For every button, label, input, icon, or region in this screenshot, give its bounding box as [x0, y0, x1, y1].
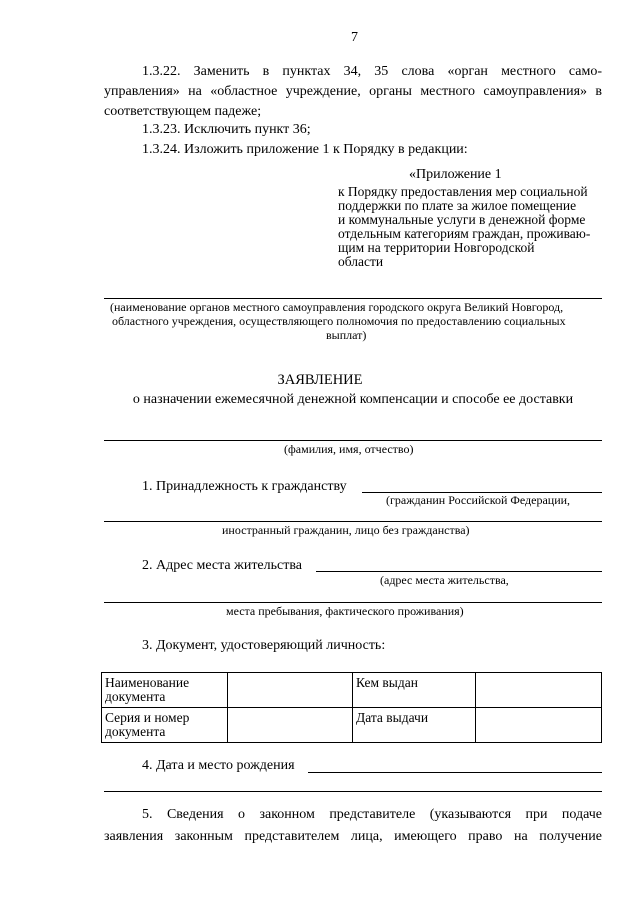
table-row	[102, 673, 602, 708]
issued-by-value[interactable]	[476, 673, 602, 708]
fio-field[interactable]	[104, 440, 602, 441]
address-caption2: места пребывания, фактического проживания)	[226, 604, 464, 618]
item-1-3-22-line3: соответствующем падеже;	[104, 104, 262, 119]
issue-date-label: Дата выдачи	[353, 708, 476, 743]
org-caption-line3: выплат)	[326, 328, 367, 342]
org-caption-line1: (наименование органов местного самоуправления городского округа Великий Новгород,	[110, 300, 564, 314]
page-number: 7	[351, 30, 358, 45]
address-field-2[interactable]	[104, 602, 602, 603]
doc-name-label: Наименование документа	[102, 673, 228, 708]
appendix-line: и коммунальные услуги в денежной форме	[338, 212, 586, 227]
issued-by-label: Кем выдан	[353, 673, 476, 708]
birth-field-2[interactable]	[104, 791, 602, 792]
issue-date-value[interactable]	[476, 708, 602, 743]
appendix-line: отдельным категориям граждан, проживаю-	[338, 226, 591, 241]
org-name-field[interactable]	[104, 298, 602, 299]
citizenship-caption2: иностранный гражданин, лицо без гражданства)	[222, 523, 470, 537]
appendix-title: «Приложение 1	[409, 167, 502, 182]
statement-title: ЗАЯВЛЕНИЕ	[277, 372, 363, 388]
item-1-3-22-line2: управления» на «областное учреждение, органы местного самоуправления» в	[104, 84, 602, 99]
birth-field[interactable]	[308, 772, 602, 773]
appendix-line: щим на территории Новгородской	[338, 240, 535, 255]
item-1-3-23: 1.3.23. Исключить пункт 36;	[142, 122, 311, 137]
citizenship-caption1: (гражданин Российской Федерации,	[386, 493, 571, 507]
doc-series-value[interactable]	[228, 708, 353, 743]
org-caption-line2: областного учреждения, осуществляющего полномочия по предоставлению социальных	[112, 314, 566, 328]
item5-line1: 5. Сведения о законном представителе (указываются при подаче	[142, 807, 602, 822]
appendix-line: поддержки по плате за жилое помещение	[338, 198, 577, 213]
item-1-3-22-line1: 1.3.22. Заменить в пунктах 34, 35 слова «орган местного само-	[142, 64, 602, 79]
table-row	[102, 708, 602, 743]
address-field[interactable]	[316, 571, 602, 572]
item5-line2: заявления законным представителем лица, имеющего право на получение	[104, 829, 602, 844]
fio-caption: (фамилия, имя, отчество)	[284, 442, 414, 456]
doc-series-label: Серия и номер документа	[102, 708, 228, 743]
appendix-text	[338, 185, 590, 269]
birth-label: 4. Дата и место рождения	[142, 758, 295, 773]
address-caption1: (адрес места жительства,	[380, 573, 509, 587]
item-1-3-24: 1.3.24. Изложить приложение 1 к Порядку в редакции:	[142, 142, 468, 157]
appendix-line: области	[338, 254, 384, 269]
document-table	[101, 672, 602, 743]
statement-subtitle: о назначении ежемесячной денежной компенсации и способе ее доставки	[132, 392, 574, 407]
citizenship-field-2[interactable]	[104, 521, 602, 522]
document-label: 3. Документ, удостоверяющий личность:	[142, 638, 386, 653]
appendix-line: к Порядку предоставления мер социальной	[338, 184, 588, 199]
doc-name-value[interactable]	[228, 673, 353, 708]
citizenship-label: 1. Принадлежность к гражданству	[142, 479, 347, 494]
address-label: 2. Адрес места жительства	[142, 558, 302, 573]
